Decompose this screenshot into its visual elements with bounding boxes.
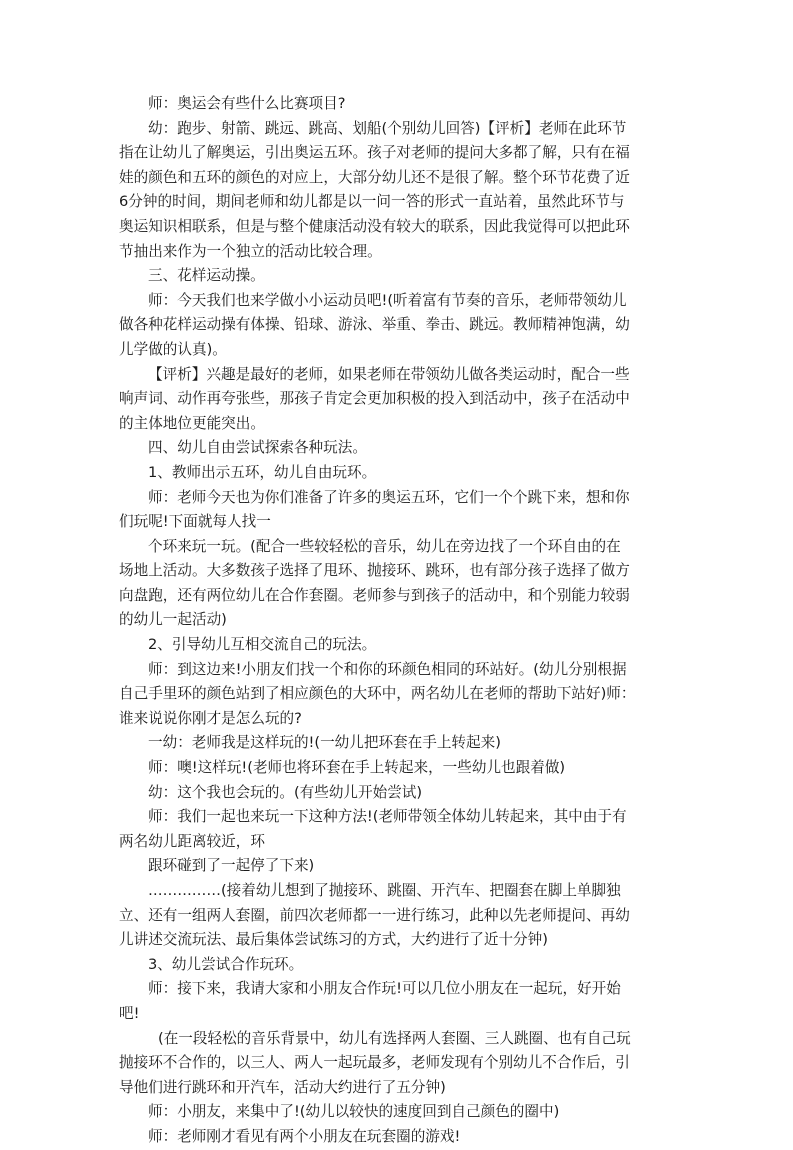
text-line: 3、幼儿尝试合作玩环。 [148, 955, 304, 973]
text-line: 节抽出来作为一个独立的活动比较合理。 [119, 242, 382, 260]
text-line: 儿讲述交流玩法、最后集体尝试练习的方式，大约进行了近十分钟) [119, 931, 548, 949]
text-line: 幼：跑步、射箭、跳远、跳高、划船(个别幼儿回答)【评析】老师在此环节 [148, 119, 627, 137]
text-line: 幼：这个我也会玩的。(有些幼儿开始尝试) [148, 783, 423, 801]
text-line: 个环来玩一玩。(配合一些较轻松的音乐，幼儿在旁边找了一个环自由的在 [148, 537, 621, 555]
text-line: 谁来说说你刚才是怎么玩的? [119, 709, 302, 727]
text-line: 立、还有一组两人套圈，前四次老师都一一进行练习，此种以先老师提问、再幼 [119, 906, 630, 924]
text-line: 6分钟的时间，期间老师和幼儿都是以一问一答的形式一直站着，虽然此环节与 [119, 193, 625, 211]
text-line: 儿学做的认真)。 [119, 340, 227, 358]
text-line: 2、引导幼儿互相交流自己的玩法。 [148, 636, 377, 654]
text-line: 一幼：老师我是这样玩的!(一幼儿把环套在手上转起来) [148, 734, 501, 752]
text-line: 师：接下来，我请大家和小朋友合作玩!可以几位小朋友在一起玩，好开始 [148, 980, 621, 998]
text-line: (在一段轻松的音乐背景中，幼儿有选择两人套圈、三人跳圈、也有自己玩 [158, 1029, 631, 1047]
text-line: 师：到这边来!小朋友们找一个和你的环颜色相同的环站好。(幼儿分别根据 [148, 660, 627, 678]
text-line: 师：噢!这样玩!(老师也将环套在手上转起来，一些幼儿也跟着做) [148, 759, 566, 777]
text-line: 做各种花样运动操有体操、铅球、游泳、举重、拳击、跳远。教师精神饱满，幼 [119, 316, 630, 334]
text-line: 自己手里环的颜色站到了相应颜色的大环中，两名幼儿在老师的帮助下站好)师： [119, 685, 636, 703]
text-line: 师：老师刚才看见有两个小朋友在玩套圈的游戏! [148, 1127, 461, 1145]
text-line: 响声词、动作再夸张些，那孩子肯定会更加积极的投入到活动中，孩子在活动中 [119, 390, 630, 408]
text-line: 吧! [119, 1004, 140, 1022]
text-line: 【评析】兴趣是最好的老师，如果老师在带领幼儿做各类运动时，配合一些 [148, 365, 630, 383]
text-line: 导他们进行跳环和开汽车，活动大约进行了五分钟) [119, 1078, 446, 1096]
text-line: ……………(接着幼儿想到了抛接环、跳圈、开汽车、把圈套在脚上单脚独 [148, 882, 621, 899]
text-line: 指在让幼儿了解奥运，引出奥运五环。孩子对老师的提问大多都了解，只有在福 [119, 144, 630, 162]
text-line: 三、花样运动操。 [148, 267, 265, 285]
text-line: 的幼儿一起活动) [119, 611, 227, 629]
text-line: 两名幼儿距离较近，环 [119, 832, 265, 850]
text-line: 场地上活动。大多数孩子选择了甩环、抛接环、跳环，也有部分孩子选择了做方 [119, 562, 630, 580]
text-line: 师：我们一起也来玩一下这种方法!(老师带领全体幼儿转起来，其中由于有 [148, 808, 627, 826]
text-line: 向盘跑，还有两位幼儿在合作套圈。老师参与到孩子的活动中，和个别能力较弱 [119, 586, 630, 604]
text-line: 奥运知识相联系，但是与整个健康活动没有较大的联系，因此我觉得可以把此环 [119, 217, 630, 235]
text-line: 1、教师出示五环，幼儿自由玩环。 [148, 463, 377, 481]
text-line: 跟环碰到了一起停了下来) [148, 857, 315, 875]
text-line: 的主体地位更能突出。 [119, 414, 265, 432]
text-line: 师：奥运会有些什么比赛项目? [148, 95, 346, 112]
text-line: 师：小朋友，来集中了!(幼儿以较快的速度回到自己颜色的圈中) [148, 1103, 560, 1121]
text-line: 抛接环不合作的，以三人、两人一起玩最多，老师发现有个别幼儿不合作后，引 [119, 1054, 630, 1072]
text-line: 四、幼儿自由尝试探索各种玩法。 [148, 439, 367, 457]
text-line: 师：今天我们也来学做小小运动员吧!(听着富有节奏的音乐，老师带领幼儿 [148, 291, 627, 309]
text-line: 们玩呢!下面就每人找一 [119, 513, 271, 531]
text-line: 娃的颜色和五环的颜色的对应上，大部分幼儿还不是很了解。整个环节花费了近 [119, 168, 630, 186]
text-line: 师：老师今天也为你们准备了许多的奥运五环，它们一个个跳下来，想和你 [148, 488, 630, 506]
document-page [119, 92, 685, 1150]
